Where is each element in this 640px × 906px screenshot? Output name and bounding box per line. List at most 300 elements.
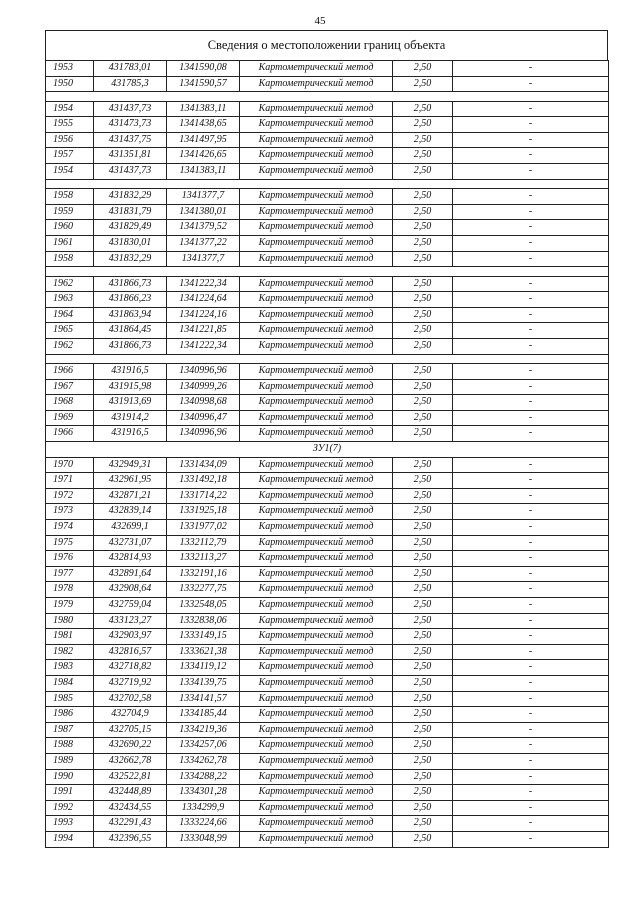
method-cell: Картометрический метод bbox=[240, 504, 393, 520]
x-coordinate-cell: 431914,2 bbox=[94, 410, 167, 426]
x-coordinate-cell: 432816,57 bbox=[94, 644, 167, 660]
table-row bbox=[46, 551, 609, 567]
table-row bbox=[46, 61, 609, 77]
method-cell: Картометрический метод bbox=[240, 644, 393, 660]
description-cell: - bbox=[453, 148, 609, 164]
table-row bbox=[46, 816, 609, 832]
method-cell: Картометрический метод bbox=[240, 76, 393, 92]
point-number-cell: 1960 bbox=[46, 220, 94, 236]
point-number-cell: 1954 bbox=[46, 164, 94, 180]
method-cell: Картометрический метод bbox=[240, 364, 393, 380]
method-cell: Картометрический метод bbox=[240, 629, 393, 645]
point-number-cell: 1987 bbox=[46, 722, 94, 738]
table-row bbox=[46, 117, 609, 133]
accuracy-cell: 2,50 bbox=[393, 148, 453, 164]
description-cell: - bbox=[453, 276, 609, 292]
method-cell: Картометрический метод bbox=[240, 410, 393, 426]
x-coordinate-cell: 431437,73 bbox=[94, 164, 167, 180]
table-row bbox=[46, 738, 609, 754]
description-cell: - bbox=[453, 738, 609, 754]
accuracy-cell: 2,50 bbox=[393, 364, 453, 380]
accuracy-cell: 2,50 bbox=[393, 566, 453, 582]
method-cell: Картометрический метод bbox=[240, 339, 393, 355]
x-coordinate-cell: 431830,01 bbox=[94, 235, 167, 251]
x-coordinate-cell: 431437,73 bbox=[94, 101, 167, 117]
description-cell: - bbox=[453, 117, 609, 133]
group-separator bbox=[46, 354, 609, 364]
y-coordinate-cell: 1334288,22 bbox=[167, 769, 240, 785]
y-coordinate-cell: 1331714,22 bbox=[167, 488, 240, 504]
y-coordinate-cell: 1334301,28 bbox=[167, 785, 240, 801]
accuracy-cell: 2,50 bbox=[393, 504, 453, 520]
y-coordinate-cell: 1331434,09 bbox=[167, 457, 240, 473]
method-cell: Картометрический метод bbox=[240, 148, 393, 164]
description-cell: - bbox=[453, 675, 609, 691]
description-cell: - bbox=[453, 189, 609, 205]
table-row bbox=[46, 598, 609, 614]
accuracy-cell: 2,50 bbox=[393, 307, 453, 323]
x-coordinate-cell: 432814,93 bbox=[94, 551, 167, 567]
y-coordinate-cell: 1341379,52 bbox=[167, 220, 240, 236]
x-coordinate-cell: 431437,75 bbox=[94, 132, 167, 148]
accuracy-cell: 2,50 bbox=[393, 644, 453, 660]
table-row bbox=[46, 800, 609, 816]
table-row bbox=[46, 722, 609, 738]
group-separator-row bbox=[46, 179, 609, 189]
accuracy-cell: 2,50 bbox=[393, 816, 453, 832]
x-coordinate-cell: 431915,98 bbox=[94, 379, 167, 395]
group-separator-row bbox=[46, 92, 609, 102]
point-number-cell: 1985 bbox=[46, 691, 94, 707]
x-coordinate-cell: 432522,81 bbox=[94, 769, 167, 785]
y-coordinate-cell: 1334299,9 bbox=[167, 800, 240, 816]
accuracy-cell: 2,50 bbox=[393, 582, 453, 598]
point-number-cell: 1959 bbox=[46, 204, 94, 220]
method-cell: Картометрический метод bbox=[240, 738, 393, 754]
description-cell: - bbox=[453, 76, 609, 92]
description-cell: - bbox=[453, 816, 609, 832]
table-row bbox=[46, 292, 609, 308]
x-coordinate-cell: 432291,43 bbox=[94, 816, 167, 832]
accuracy-cell: 2,50 bbox=[393, 235, 453, 251]
y-coordinate-cell: 1331492,18 bbox=[167, 473, 240, 489]
point-number-cell: 1962 bbox=[46, 339, 94, 355]
point-number-cell: 1969 bbox=[46, 410, 94, 426]
x-coordinate-cell: 432759,04 bbox=[94, 598, 167, 614]
x-coordinate-cell: 432699,1 bbox=[94, 520, 167, 536]
method-cell: Картометрический метод bbox=[240, 691, 393, 707]
accuracy-cell: 2,50 bbox=[393, 473, 453, 489]
method-cell: Картометрический метод bbox=[240, 204, 393, 220]
x-coordinate-cell: 432396,55 bbox=[94, 831, 167, 847]
group-separator bbox=[46, 179, 609, 189]
page-number: 45 bbox=[314, 15, 326, 27]
accuracy-cell: 2,50 bbox=[393, 488, 453, 504]
table-row bbox=[46, 504, 609, 520]
y-coordinate-cell: 1334219,36 bbox=[167, 722, 240, 738]
y-coordinate-cell: 1341224,16 bbox=[167, 307, 240, 323]
point-number-cell: 1976 bbox=[46, 551, 94, 567]
table-row bbox=[46, 457, 609, 473]
y-coordinate-cell: 1341380,01 bbox=[167, 204, 240, 220]
description-cell: - bbox=[453, 613, 609, 629]
y-coordinate-cell: 1334141,57 bbox=[167, 691, 240, 707]
point-number-cell: 1961 bbox=[46, 235, 94, 251]
method-cell: Картометрический метод bbox=[240, 164, 393, 180]
y-coordinate-cell: 1332838,06 bbox=[167, 613, 240, 629]
y-coordinate-cell: 1331925,18 bbox=[167, 504, 240, 520]
table-row bbox=[46, 660, 609, 676]
point-number-cell: 1983 bbox=[46, 660, 94, 676]
x-coordinate-cell: 432903,97 bbox=[94, 629, 167, 645]
accuracy-cell: 2,50 bbox=[393, 132, 453, 148]
accuracy-cell: 2,50 bbox=[393, 613, 453, 629]
y-coordinate-cell: 1333149,15 bbox=[167, 629, 240, 645]
coordinates-table bbox=[45, 60, 609, 848]
accuracy-cell: 2,50 bbox=[393, 722, 453, 738]
table-row bbox=[46, 566, 609, 582]
table-row bbox=[46, 675, 609, 691]
table-row bbox=[46, 473, 609, 489]
point-number-cell: 1963 bbox=[46, 292, 94, 308]
y-coordinate-cell: 1341590,08 bbox=[167, 61, 240, 77]
method-cell: Картометрический метод bbox=[240, 520, 393, 536]
table-row bbox=[46, 379, 609, 395]
x-coordinate-cell: 431473,73 bbox=[94, 117, 167, 133]
description-cell: - bbox=[453, 785, 609, 801]
x-coordinate-cell: 432949,31 bbox=[94, 457, 167, 473]
table-row bbox=[46, 364, 609, 380]
table-row bbox=[46, 276, 609, 292]
table-row bbox=[46, 520, 609, 536]
accuracy-cell: 2,50 bbox=[393, 551, 453, 567]
point-number-cell: 1968 bbox=[46, 395, 94, 411]
description-cell: - bbox=[453, 235, 609, 251]
x-coordinate-cell: 432704,9 bbox=[94, 707, 167, 723]
description-cell: - bbox=[453, 535, 609, 551]
method-cell: Картометрический метод bbox=[240, 307, 393, 323]
y-coordinate-cell: 1334139,75 bbox=[167, 675, 240, 691]
method-cell: Картометрический метод bbox=[240, 292, 393, 308]
accuracy-cell: 2,50 bbox=[393, 61, 453, 77]
point-number-cell: 1970 bbox=[46, 457, 94, 473]
accuracy-cell: 2,50 bbox=[393, 707, 453, 723]
table-row bbox=[46, 339, 609, 355]
x-coordinate-cell: 431916,5 bbox=[94, 426, 167, 442]
y-coordinate-cell: 1341497,95 bbox=[167, 132, 240, 148]
table-row bbox=[46, 307, 609, 323]
table-row bbox=[46, 323, 609, 339]
table-row bbox=[46, 148, 609, 164]
x-coordinate-cell: 432434,55 bbox=[94, 800, 167, 816]
x-coordinate-cell: 431866,73 bbox=[94, 276, 167, 292]
description-cell: - bbox=[453, 395, 609, 411]
y-coordinate-cell: 1341377,22 bbox=[167, 235, 240, 251]
x-coordinate-cell: 433123,27 bbox=[94, 613, 167, 629]
x-coordinate-cell: 431832,29 bbox=[94, 251, 167, 267]
description-cell: - bbox=[453, 551, 609, 567]
point-number-cell: 1950 bbox=[46, 76, 94, 92]
accuracy-cell: 2,50 bbox=[393, 800, 453, 816]
method-cell: Картометрический метод bbox=[240, 189, 393, 205]
table-row bbox=[46, 204, 609, 220]
y-coordinate-cell: 1340996,96 bbox=[167, 426, 240, 442]
point-number-cell: 1986 bbox=[46, 707, 94, 723]
x-coordinate-cell: 432839,14 bbox=[94, 504, 167, 520]
y-coordinate-cell: 1341438,65 bbox=[167, 117, 240, 133]
y-coordinate-cell: 1332548,05 bbox=[167, 598, 240, 614]
point-number-cell: 1966 bbox=[46, 364, 94, 380]
point-number-cell: 1989 bbox=[46, 753, 94, 769]
accuracy-cell: 2,50 bbox=[393, 117, 453, 133]
description-cell: - bbox=[453, 707, 609, 723]
point-number-cell: 1977 bbox=[46, 566, 94, 582]
table-row bbox=[46, 410, 609, 426]
accuracy-cell: 2,50 bbox=[393, 691, 453, 707]
point-number-cell: 1979 bbox=[46, 598, 94, 614]
method-cell: Картометрический метод bbox=[240, 395, 393, 411]
x-coordinate-cell: 431916,5 bbox=[94, 364, 167, 380]
accuracy-cell: 2,50 bbox=[393, 323, 453, 339]
method-cell: Картометрический метод bbox=[240, 473, 393, 489]
point-number-cell: 1991 bbox=[46, 785, 94, 801]
point-number-cell: 1972 bbox=[46, 488, 94, 504]
table-row bbox=[46, 488, 609, 504]
table-row bbox=[46, 582, 609, 598]
accuracy-cell: 2,50 bbox=[393, 379, 453, 395]
accuracy-cell: 2,50 bbox=[393, 520, 453, 536]
description-cell: - bbox=[453, 691, 609, 707]
description-cell: - bbox=[453, 426, 609, 442]
x-coordinate-cell: 431783,01 bbox=[94, 61, 167, 77]
table-row bbox=[46, 220, 609, 236]
accuracy-cell: 2,50 bbox=[393, 753, 453, 769]
method-cell: Картометрический метод bbox=[240, 551, 393, 567]
x-coordinate-cell: 431831,79 bbox=[94, 204, 167, 220]
y-coordinate-cell: 1334262,78 bbox=[167, 753, 240, 769]
section-label: ЗУ1(7) bbox=[46, 442, 609, 458]
method-cell: Картометрический метод bbox=[240, 831, 393, 847]
method-cell: Картометрический метод bbox=[240, 582, 393, 598]
point-number-cell: 1978 bbox=[46, 582, 94, 598]
y-coordinate-cell: 1332277,75 bbox=[167, 582, 240, 598]
point-number-cell: 1988 bbox=[46, 738, 94, 754]
point-number-cell: 1958 bbox=[46, 251, 94, 267]
table-row bbox=[46, 769, 609, 785]
accuracy-cell: 2,50 bbox=[393, 426, 453, 442]
method-cell: Картометрический метод bbox=[240, 426, 393, 442]
x-coordinate-cell: 432908,64 bbox=[94, 582, 167, 598]
method-cell: Картометрический метод bbox=[240, 535, 393, 551]
accuracy-cell: 2,50 bbox=[393, 410, 453, 426]
point-number-cell: 1967 bbox=[46, 379, 94, 395]
x-coordinate-cell: 431829,49 bbox=[94, 220, 167, 236]
point-number-cell: 1981 bbox=[46, 629, 94, 645]
y-coordinate-cell: 1340996,96 bbox=[167, 364, 240, 380]
table-row bbox=[46, 691, 609, 707]
x-coordinate-cell: 431351,81 bbox=[94, 148, 167, 164]
y-coordinate-cell: 1341383,11 bbox=[167, 101, 240, 117]
group-separator bbox=[46, 267, 609, 277]
y-coordinate-cell: 1332191,16 bbox=[167, 566, 240, 582]
description-cell: - bbox=[453, 457, 609, 473]
table-row bbox=[46, 101, 609, 117]
y-coordinate-cell: 1341222,34 bbox=[167, 276, 240, 292]
description-cell: - bbox=[453, 220, 609, 236]
accuracy-cell: 2,50 bbox=[393, 76, 453, 92]
description-cell: - bbox=[453, 473, 609, 489]
description-cell: - bbox=[453, 582, 609, 598]
description-cell: - bbox=[453, 292, 609, 308]
accuracy-cell: 2,50 bbox=[393, 276, 453, 292]
accuracy-cell: 2,50 bbox=[393, 395, 453, 411]
method-cell: Картометрический метод bbox=[240, 800, 393, 816]
description-cell: - bbox=[453, 566, 609, 582]
y-coordinate-cell: 1333048,99 bbox=[167, 831, 240, 847]
method-cell: Картометрический метод bbox=[240, 117, 393, 133]
point-number-cell: 1953 bbox=[46, 61, 94, 77]
method-cell: Картометрический метод bbox=[240, 722, 393, 738]
table-row bbox=[46, 707, 609, 723]
accuracy-cell: 2,50 bbox=[393, 785, 453, 801]
point-number-cell: 1975 bbox=[46, 535, 94, 551]
description-cell: - bbox=[453, 101, 609, 117]
x-coordinate-cell: 432891,64 bbox=[94, 566, 167, 582]
description-cell: - bbox=[453, 800, 609, 816]
y-coordinate-cell: 1334257,06 bbox=[167, 738, 240, 754]
y-coordinate-cell: 1331977,02 bbox=[167, 520, 240, 536]
table-row bbox=[46, 395, 609, 411]
point-number-cell: 1973 bbox=[46, 504, 94, 520]
point-number-cell: 1990 bbox=[46, 769, 94, 785]
description-cell: - bbox=[453, 504, 609, 520]
accuracy-cell: 2,50 bbox=[393, 204, 453, 220]
y-coordinate-cell: 1334119,12 bbox=[167, 660, 240, 676]
method-cell: Картометрический метод bbox=[240, 132, 393, 148]
point-number-cell: 1971 bbox=[46, 473, 94, 489]
y-coordinate-cell: 1341383,11 bbox=[167, 164, 240, 180]
y-coordinate-cell: 1333621,38 bbox=[167, 644, 240, 660]
y-coordinate-cell: 1340998,68 bbox=[167, 395, 240, 411]
description-cell: - bbox=[453, 164, 609, 180]
y-coordinate-cell: 1341377,7 bbox=[167, 189, 240, 205]
group-separator-row bbox=[46, 354, 609, 364]
x-coordinate-cell: 432731,07 bbox=[94, 535, 167, 551]
description-cell: - bbox=[453, 204, 609, 220]
description-cell: - bbox=[453, 488, 609, 504]
accuracy-cell: 2,50 bbox=[393, 164, 453, 180]
table-row bbox=[46, 785, 609, 801]
method-cell: Картометрический метод bbox=[240, 457, 393, 473]
y-coordinate-cell: 1332112,79 bbox=[167, 535, 240, 551]
x-coordinate-cell: 432961,95 bbox=[94, 473, 167, 489]
method-cell: Картометрический метод bbox=[240, 276, 393, 292]
point-number-cell: 1962 bbox=[46, 276, 94, 292]
accuracy-cell: 2,50 bbox=[393, 457, 453, 473]
method-cell: Картометрический метод bbox=[240, 566, 393, 582]
description-cell: - bbox=[453, 410, 609, 426]
description-cell: - bbox=[453, 364, 609, 380]
point-number-cell: 1954 bbox=[46, 101, 94, 117]
accuracy-cell: 2,50 bbox=[393, 189, 453, 205]
point-number-cell: 1980 bbox=[46, 613, 94, 629]
description-cell: - bbox=[453, 831, 609, 847]
x-coordinate-cell: 431866,73 bbox=[94, 339, 167, 355]
y-coordinate-cell: 1341426,65 bbox=[167, 148, 240, 164]
point-number-cell: 1992 bbox=[46, 800, 94, 816]
accuracy-cell: 2,50 bbox=[393, 675, 453, 691]
point-number-cell: 1966 bbox=[46, 426, 94, 442]
accuracy-cell: 2,50 bbox=[393, 769, 453, 785]
method-cell: Картометрический метод bbox=[240, 753, 393, 769]
method-cell: Картометрический метод bbox=[240, 675, 393, 691]
table-row bbox=[46, 189, 609, 205]
x-coordinate-cell: 432719,92 bbox=[94, 675, 167, 691]
x-coordinate-cell: 432448,89 bbox=[94, 785, 167, 801]
description-cell: - bbox=[453, 379, 609, 395]
y-coordinate-cell: 1341590,57 bbox=[167, 76, 240, 92]
method-cell: Картометрический метод bbox=[240, 785, 393, 801]
method-cell: Картометрический метод bbox=[240, 488, 393, 504]
x-coordinate-cell: 432690,22 bbox=[94, 738, 167, 754]
table-row bbox=[46, 76, 609, 92]
method-cell: Картометрический метод bbox=[240, 323, 393, 339]
description-cell: - bbox=[453, 307, 609, 323]
point-number-cell: 1964 bbox=[46, 307, 94, 323]
accuracy-cell: 2,50 bbox=[393, 629, 453, 645]
x-coordinate-cell: 431866,23 bbox=[94, 292, 167, 308]
table-row bbox=[46, 753, 609, 769]
point-number-cell: 1994 bbox=[46, 831, 94, 847]
table-row bbox=[46, 644, 609, 660]
accuracy-cell: 2,50 bbox=[393, 660, 453, 676]
table-row bbox=[46, 235, 609, 251]
method-cell: Картометрический метод bbox=[240, 660, 393, 676]
x-coordinate-cell: 432662,78 bbox=[94, 753, 167, 769]
point-number-cell: 1958 bbox=[46, 189, 94, 205]
accuracy-cell: 2,50 bbox=[393, 598, 453, 614]
method-cell: Картометрический метод bbox=[240, 379, 393, 395]
method-cell: Картометрический метод bbox=[240, 251, 393, 267]
y-coordinate-cell: 1341221,85 bbox=[167, 323, 240, 339]
accuracy-cell: 2,50 bbox=[393, 339, 453, 355]
point-number-cell: 1955 bbox=[46, 117, 94, 133]
method-cell: Картометрический метод bbox=[240, 235, 393, 251]
description-cell: - bbox=[453, 722, 609, 738]
accuracy-cell: 2,50 bbox=[393, 251, 453, 267]
y-coordinate-cell: 1341224,64 bbox=[167, 292, 240, 308]
description-cell: - bbox=[453, 339, 609, 355]
accuracy-cell: 2,50 bbox=[393, 292, 453, 308]
table-row bbox=[46, 164, 609, 180]
description-cell: - bbox=[453, 644, 609, 660]
y-coordinate-cell: 1341377,7 bbox=[167, 251, 240, 267]
description-cell: - bbox=[453, 598, 609, 614]
description-cell: - bbox=[453, 520, 609, 536]
x-coordinate-cell: 431864,45 bbox=[94, 323, 167, 339]
point-number-cell: 1965 bbox=[46, 323, 94, 339]
method-cell: Картометрический метод bbox=[240, 769, 393, 785]
description-cell: - bbox=[453, 753, 609, 769]
description-cell: - bbox=[453, 629, 609, 645]
table-row bbox=[46, 613, 609, 629]
y-coordinate-cell: 1333224,66 bbox=[167, 816, 240, 832]
description-cell: - bbox=[453, 132, 609, 148]
method-cell: Картометрический метод bbox=[240, 598, 393, 614]
description-cell: - bbox=[453, 323, 609, 339]
method-cell: Картометрический метод bbox=[240, 61, 393, 77]
x-coordinate-cell: 431863,94 bbox=[94, 307, 167, 323]
